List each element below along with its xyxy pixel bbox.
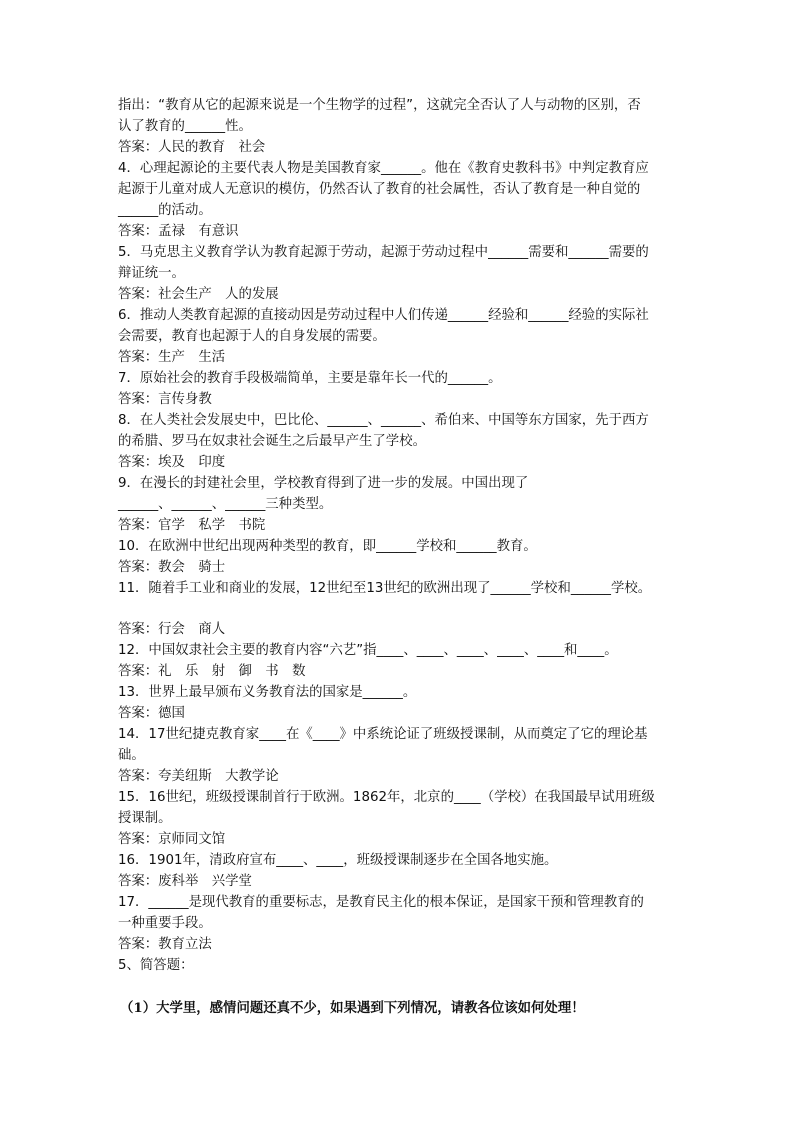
- text-line: 辩证统一。: [118, 266, 185, 281]
- text-line: ______、______、______三种类型。: [118, 497, 333, 512]
- question-14: 14．17世纪捷克教育家____在《____》中系统论证了班级授课制，从而奠定了它的理论基: [118, 727, 648, 742]
- answer-line: 答案：德国: [118, 706, 185, 721]
- question-17: 17．______是现代教育的重要标志，是教育民主化的根本保证，是国家干预和管理教育的: [118, 895, 644, 910]
- text-line: 指出：“教育从它的起源来说是一个生物学的过程”，这就完全否认了人与动物的区别，否: [118, 98, 641, 113]
- answer-line: 答案：言传身教: [118, 392, 212, 407]
- text-line: 会需要，教育也起源于人的自身发展的需要。: [118, 329, 386, 344]
- answer-line: 答案：孟禄 有意识: [118, 224, 239, 239]
- text-line: 认了教育的______性。: [118, 119, 252, 134]
- text-line: 一种重要手段。: [118, 916, 212, 931]
- question-6: 6．推动人类教育起源的直接动因是劳动过程中人们传递______经验和______经验的实际社: [118, 308, 649, 323]
- question-9: 9．在漫长的封建社会里，学校教育得到了进一步的发展。中国出现了: [118, 476, 529, 491]
- question-5: 5．马克思主义教育学认为教育起源于劳动，起源于劳动过程中______需要和______需要的: [118, 245, 649, 260]
- answer-line: 答案：礼 乐 射 御 书 数: [118, 664, 306, 679]
- answer-line: 答案：官学 私学 书院: [118, 518, 266, 533]
- section-heading: 5、简答题：: [118, 958, 194, 973]
- text-line: 授课制。: [118, 811, 172, 826]
- question-16: 16．1901年，清政府宣布____、____，班级授课制逐步在全国各地实施。: [118, 853, 558, 868]
- question-7: 7．原始社会的教育手段极端简单，主要是靠年长一代的______。: [118, 371, 502, 386]
- question-13: 13．世界上最早颁布义务教育法的国家是______。: [118, 685, 417, 700]
- text-line: ______的活动。: [118, 203, 212, 218]
- blank-gap: [118, 976, 678, 998]
- text-block-lower: [118, 619, 678, 976]
- answer-line: 答案：京师同文馆: [118, 832, 226, 847]
- answer-line: 答案：教会 骑士: [118, 560, 226, 575]
- blank-gap: [118, 599, 678, 619]
- question-11: 11．随着手工业和商业的发展，12世纪至13世纪的欧洲出现了______学校和______学校。: [118, 581, 652, 596]
- answer-line: 答案：教育立法: [118, 937, 212, 952]
- question-8: 8．在人类社会发展史中，巴比伦、______、______、希伯来、中国等东方国家，先于西方: [118, 413, 649, 428]
- question-10: 10．在欧洲中世纪出现两种类型的教育，即______学校和______教育。: [118, 539, 537, 554]
- answer-line: 答案：生产 生活: [118, 350, 226, 365]
- text-line: 起源于儿童对成人无意识的模仿，仍然否认了教育的社会属性，否认了教育是一种自觉的: [118, 182, 641, 197]
- answer-line: 答案：夸美纽斯 大教学论: [118, 769, 279, 784]
- answer-line: 答案：行会 商人: [118, 622, 226, 637]
- short-answer-question-1: （1）大学里，感情问题还真不少，如果遇到下列情况，请教各位该如何处理！: [120, 1000, 585, 1016]
- answer-line: 答案：人民的教育 社会: [118, 140, 266, 155]
- answer-line: 答案：埃及 印度: [118, 455, 226, 470]
- text-line: 的希腊、罗马在奴隶社会诞生之后最早产生了学校。: [118, 434, 426, 449]
- question-15: 15．16世纪，班级授课制首行于欧洲。1862年，北京的____（学校）在我国最早试用班级: [118, 790, 655, 805]
- question-12: 12．中国奴隶社会主要的教育内容“六艺”指____、____、____、____、____和____。: [118, 643, 618, 658]
- document-page: [118, 95, 678, 1019]
- answer-line: 答案：社会生产 人的发展: [118, 287, 279, 302]
- question-4: 4．心理起源论的主要代表人物是美国教育家______。他在《教育史教科书》中判定教育应: [118, 161, 649, 176]
- text-line: 础。: [118, 748, 145, 763]
- text-block-upper: [118, 95, 678, 599]
- answer-line: 答案：废科举 兴学堂: [118, 874, 252, 889]
